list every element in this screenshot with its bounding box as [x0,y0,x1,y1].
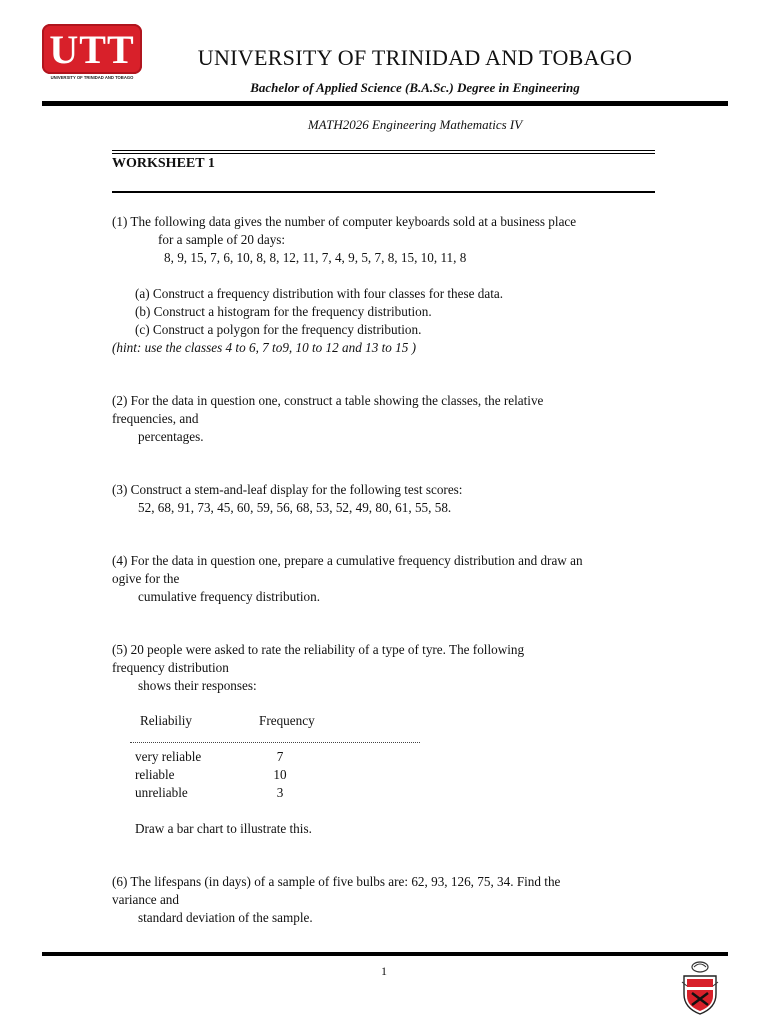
q3-line1: (3) Construct a stem-and-leaf display for the following test scores: [112,482,463,497]
q1-part-a: (a) Construct a frequency distribution with four classes for these data. [135,286,504,301]
crest-icon [678,960,722,1016]
q5-col-reliability-header: Reliabiliy [140,713,193,728]
worksheet-bottom-rule [112,191,655,193]
q3-line2: 52, 68, 91, 73, 45, 60, 59, 56, 68, 53, 52, 49, 80, 61, 55, 58. [138,500,452,515]
worksheet-title: WORKSHEET 1 [112,156,215,171]
q5-line1: (5) 20 people were asked to rate the reliability of a type of tyre. The following [112,642,525,657]
q6-line2: variance and [112,892,179,907]
q1-hint: (hint: use the classes 4 to 6, 7 to9, 10 to 12 and 13 to 15 ) [112,340,417,355]
q6-line3: standard deviation of the sample. [138,910,313,925]
header-divider [42,101,728,106]
q5-table-divider [130,742,420,743]
q1-part-c: (c) Construct a polygon for the frequency distribution. [135,322,422,337]
q1-data: 8, 9, 15, 7, 6, 10, 8, 8, 12, 11, 7, 4, 9, 5, 7, 8, 15, 10, 11, 8 [164,250,467,265]
q5-row-label: reliable [135,767,175,782]
q5-instruction: Draw a bar chart to illustrate this. [135,821,312,836]
q4-line3: cumulative frequency distribution. [138,589,321,604]
q5-line3: shows their responses: [138,678,257,693]
logo-subtext: UNIVERSITY OF TRINIDAD AND TOBAGO [50,75,134,80]
footer-divider [42,952,728,956]
q4-line2: ogive for the [112,571,180,586]
q5-row-value: 3 [276,785,284,800]
q5-col-frequency-header: Frequency [259,713,315,728]
q1-line2: for a sample of 20 days: [158,232,286,247]
q1-line1: (1) The following data gives the number of computer keyboards sold at a business place [112,214,577,229]
q2-line3: percentages. [138,429,204,444]
q6-line1: (6) The lifespans (in days) of a sample of five bulbs are: 62, 93, 126, 75, 34. Find the [112,874,561,889]
worksheet-top-rule [112,150,655,151]
q1-part-b: (b) Construct a histogram for the frequency distribution. [135,304,432,319]
q5-row-label: unreliable [135,785,188,800]
q5-line2: frequency distribution [112,660,229,675]
worksheet-top-rule-2 [112,153,655,154]
logo-text: UTT [49,27,135,72]
utt-logo [42,24,142,80]
q2-line1: (2) For the data in question one, construct a table showing the classes, the relative [112,393,544,408]
q5-row-value: 7 [276,749,284,764]
q5-row-value: 10 [273,767,287,782]
q4-line1: (4) For the data in question one, prepare a cumulative frequency distribution and draw an [112,553,583,568]
page-number: 1 [381,964,387,978]
q2-line2: frequencies, and [112,411,199,426]
university-title: UNIVERSITY OF TRINIDAD AND TOBAGO [197,45,633,70]
q5-row-label: very reliable [135,749,202,764]
degree-title: Bachelor of Applied Science (B.A.Sc.) Degree in Engineering [250,80,580,95]
course-title: MATH2026 Engineering Mathematics IV [307,117,523,132]
